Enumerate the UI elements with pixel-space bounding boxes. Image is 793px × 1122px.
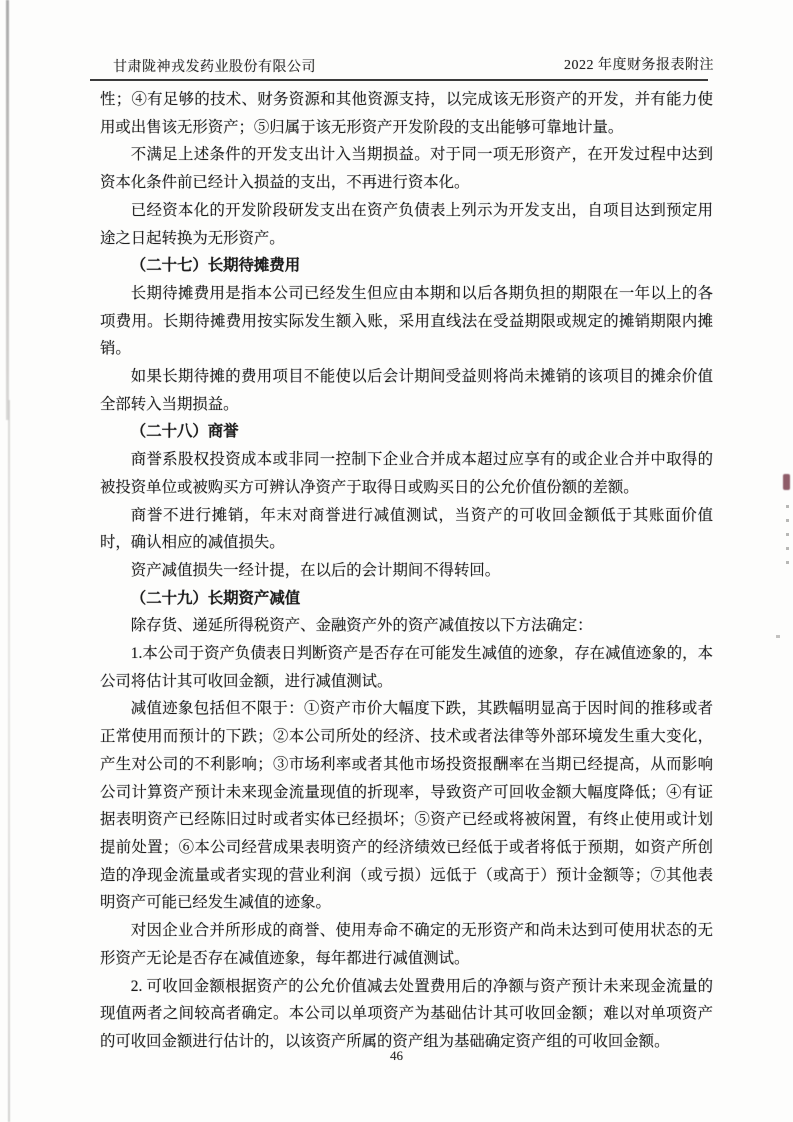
body-paragraph: 除存货、递延所得税资产、金融资产外的资产减值按以下方法确定： bbox=[130, 617, 593, 635]
body-paragraph: 1.本公司于资产负债表日判断资产是否存在可能发生减值的迹象，存在减值迹象的，本公司将估计其可收回金额，进行减值测试。 bbox=[100, 645, 713, 690]
body-paragraph: 性；④有足够的技术、财务资源和其他资源支持，以完成该无形资产的开发，并有能力使用或出售该无形资产；⑤归属于该无形资产开发阶段的支出能够可靠地计量。 bbox=[100, 91, 713, 136]
header-doc-title: 2022 年度财务报表附注 bbox=[564, 58, 714, 73]
body-paragraph: 2. 可收回金额根据资产的公允价值减去处置费用后的净额与资产预计未来现金流量的现值两者之间较高者确定。本公司以单项资产为基础估计其可收回金额；难以对单项资产的可收回金额进行估计的，以该资产所属的资产组为基础确定资产组的可收回金额。 bbox=[100, 977, 713, 1050]
page-number: 46 bbox=[390, 1048, 403, 1063]
body-paragraph: 减值迹象包括但不限于：①资产市价大幅度下跌，其跌幅明显高于因时间的推移或者正常使用而预计的下跌；②本公司所处的经济、技术或者法律等外部环境发生重大变化，产生对公司的不利影响；③市场利率或者其他市场投资报酬率在当期已经提高，从而影响公司计算资产预计未来现金流量现值的折现率，导致资产可回收金额大幅度降低；④有证据表明资产已经陈旧过时或者实体已经损坏；⑤资产已经或将被闲置，有终止使用或计划提前处置；⑥本公司经营成果表明资产的经济绩效已经低于或者将低于预期，如资产所创造的净现金流量或者实现的营业利润（或亏损）远低于（或高于）预计金额等；⑦其他表明资产可能已经发生减值的迹象。 bbox=[100, 700, 713, 912]
scan-artifact-left-edge-lower bbox=[8, 400, 10, 1122]
body-paragraph: 商誉不进行摊销，年末对商誉进行减值测试，当资产的可收回金额低于其账面价值时，确认相应的减值损失。 bbox=[100, 506, 713, 552]
scan-artifact-gray-dashes bbox=[786, 505, 789, 575]
body-paragraph: 商誉系股权投资成本或非同一控制下企业合并成本超过应享有的或企业合并中取得的被投资单位或被购买方可辨认净资产于取得日或购买日的公允价值份额的差额。 bbox=[100, 451, 713, 496]
body-paragraph: 长期待摊费用是指本公司已经发生但应由本期和以后各期负担的期限在一年以上的各项费用。长期待摊费用按实际发生额入账，采用直线法在受益期限或规定的摊销期限内摊销。 bbox=[100, 284, 713, 358]
section-heading: （二十九）长期资产减值 bbox=[130, 589, 301, 607]
section-heading: （二十七）长期待摊费用 bbox=[130, 257, 301, 275]
scan-artifact-red-mark bbox=[783, 474, 790, 490]
body-paragraph: 不满足上述条件的开发支出计入当期损益。对于同一项无形资产，在开发过程中达到资本化条件前已经计入损益的支出，不再进行资本化。 bbox=[100, 146, 713, 192]
scan-artifact-gray-dot bbox=[776, 635, 780, 638]
header-rule-line bbox=[90, 79, 708, 81]
section-heading: （二十八）商誉 bbox=[130, 423, 239, 441]
body-paragraph: 已经资本化的开发阶段研发支出在资产负债表上列示为开发支出，自项目达到预定用途之日起转换为无形资产。 bbox=[100, 201, 713, 247]
body-paragraph: 资产减值损失一经计提，在以后的会计期间不得转回。 bbox=[130, 561, 501, 579]
header-company-name: 甘肃陇神戎发药业股份有限公司 bbox=[113, 60, 316, 75]
document-body-text bbox=[100, 86, 713, 1056]
body-paragraph: 对因企业合并所形成的商誉、使用寿命不确定的无形资产和尚未达到可使用状态的无形资产无论是否存在减值迹象，每年都进行减值测试。 bbox=[100, 922, 713, 967]
scan-artifact-left-edge bbox=[6, 0, 9, 420]
body-paragraph: 如果长期待摊的费用项目不能使以后会计期间受益则将尚未摊销的该项目的摊余价值全部转入当期损益。 bbox=[100, 368, 713, 413]
